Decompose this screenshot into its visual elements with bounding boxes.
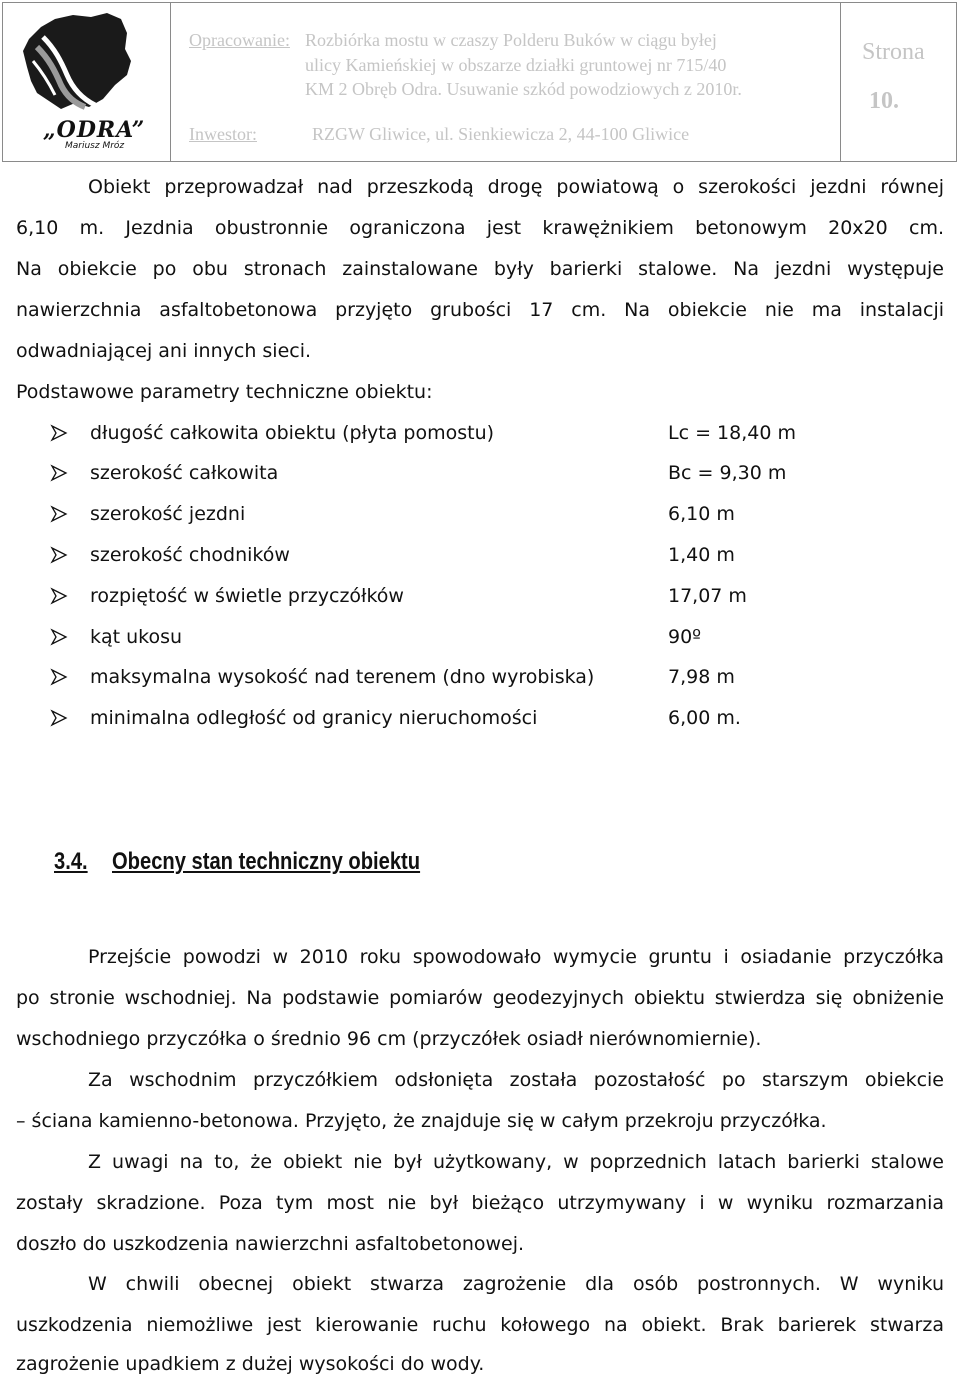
investor-label: Inwestor: (189, 124, 257, 144)
arrow-bullet-icon (50, 709, 68, 727)
section-number: 3.4. (54, 848, 88, 875)
arrow-bullet-icon (50, 628, 68, 646)
body-p1-line-1: Przejście powodzi w 2010 roku spowodowało wymycie gruntu i osiadanie przyczółka (88, 946, 944, 968)
arrow-bullet-icon (50, 546, 68, 564)
body-p4-line-1: W chwili obecnej obiekt stwarza zagrożenie dla osób postronnych. W wyniku (88, 1273, 944, 1295)
arrow-bullet-icon (50, 464, 68, 482)
page-indicator (841, 3, 956, 161)
param-label: maksymalna wysokość nad terenem (dno wyrobiska) (90, 666, 595, 688)
param-value: 17,07 m (668, 585, 747, 607)
param-label: szerokość całkowita (90, 462, 279, 484)
body-p1-line-2: po stronie wschodniej. Na podstawie pomiarów geodezyjnych obiektu stwierdza się obniżenie (16, 987, 944, 1009)
section-title: Obecny stan techniczny obiektu (112, 848, 421, 875)
intro-line-1: Obiekt przeprowadzał nad przeszkodą drogę powiatową o szerokości jezdni równej (88, 176, 944, 198)
body-p4-line-3: zagrożenie upadkiem z dużej wysokości do wody. (16, 1353, 485, 1375)
param-value: 6,00 m. (668, 707, 741, 729)
header-info (171, 3, 841, 161)
param-label: rozpiętość w świetle przyczółków (90, 585, 404, 607)
param-value: 7,98 m (668, 666, 735, 688)
body-p3-line-1: Z uwagi na to, że obiekt nie był użytkowany, w poprzednich latach barierki stalowe (88, 1151, 944, 1173)
prepared-line-2: ulicy Kamieńskiej w obszarze działki gruntowej nr 715/40 (305, 55, 727, 75)
arrow-bullet-icon (50, 668, 68, 686)
body-p1-line-3: wschodniego przyczółka o średnio 96 cm (przyczółek osiadł nierównomiernie). (16, 1028, 762, 1050)
intro-line-2: 6,10 m. Jezdnia obustronnie ograniczona jest krawężnikiem betonowym 20x20 cm. (16, 217, 944, 239)
body-p3-line-2: zostały skradzione. Poza tym most nie był bieżąco utrzymywany i w wyniku rozmarzania (16, 1192, 944, 1214)
logo-subtitle: Mariusz Mróz (65, 141, 125, 151)
param-value: 6,10 m (668, 503, 735, 525)
prepared-line-3: KM 2 Obręb Odra. Usuwanie szkód powodziowych z 2010r. (305, 79, 742, 99)
param-label: długość całkowita obiektu (płyta pomostu) (90, 422, 495, 444)
page-header (2, 2, 957, 162)
param-label: szerokość chodników (90, 544, 290, 566)
logo-name: „ODRA” (43, 117, 146, 143)
body-p3-line-3: doszło do uszkodzenia nawierzchni asfaltobetonowej. (16, 1233, 525, 1255)
body-p4-line-2: uszkodzenia niemożliwe jest kierowanie ruchu kołowego na obiekt. Brak barierek stwarza (16, 1314, 944, 1336)
intro-line-3: Na obiekcie po obu stronach zainstalowane były barierki stalowe. Na jezdni występuje (16, 258, 944, 280)
arrow-bullet-icon (50, 424, 68, 442)
prepared-line-1: Rozbiórka mostu w czaszy Polderu Buków w ciągu byłej (305, 30, 717, 50)
page-number: 10. (869, 88, 899, 114)
param-value: 90º (668, 626, 702, 648)
prepared-label: Opracowanie: (189, 30, 290, 50)
arrow-bullet-icon (50, 505, 68, 523)
params-heading: Podstawowe parametry techniczne obiektu: (16, 381, 433, 403)
param-value: Lc = 18,40 m (668, 422, 796, 444)
arrow-bullet-icon (50, 587, 68, 605)
company-logo (3, 3, 171, 161)
param-label: kąt ukosu (90, 626, 183, 648)
param-label: minimalna odległość od granicy nieruchomości (90, 707, 538, 729)
page-label: Strona (862, 39, 925, 65)
investor-value: RZGW Gliwice, ul. Sienkiewicza 2, 44-100 Gliwice (312, 124, 690, 144)
body-p2-line-2: – ściana kamienno-betonowa. Przyjęto, że znajduje się w całym przekroju przyczółka. (16, 1110, 827, 1132)
intro-line-4: nawierzchnia asfaltobetonowa przyjęto grubości 17 cm. Na obiekcie nie ma instalacji (16, 299, 944, 321)
body-p2-line-1: Za wschodnim przyczółkiem odsłonięta została pozostałość po starszym obiekcie (88, 1069, 944, 1091)
intro-line-5: odwadniającej ani innych sieci. (16, 340, 312, 362)
param-label: szerokość jezdni (90, 503, 246, 525)
param-value: 1,40 m (668, 544, 735, 566)
param-value: Bc = 9,30 m (668, 462, 787, 484)
